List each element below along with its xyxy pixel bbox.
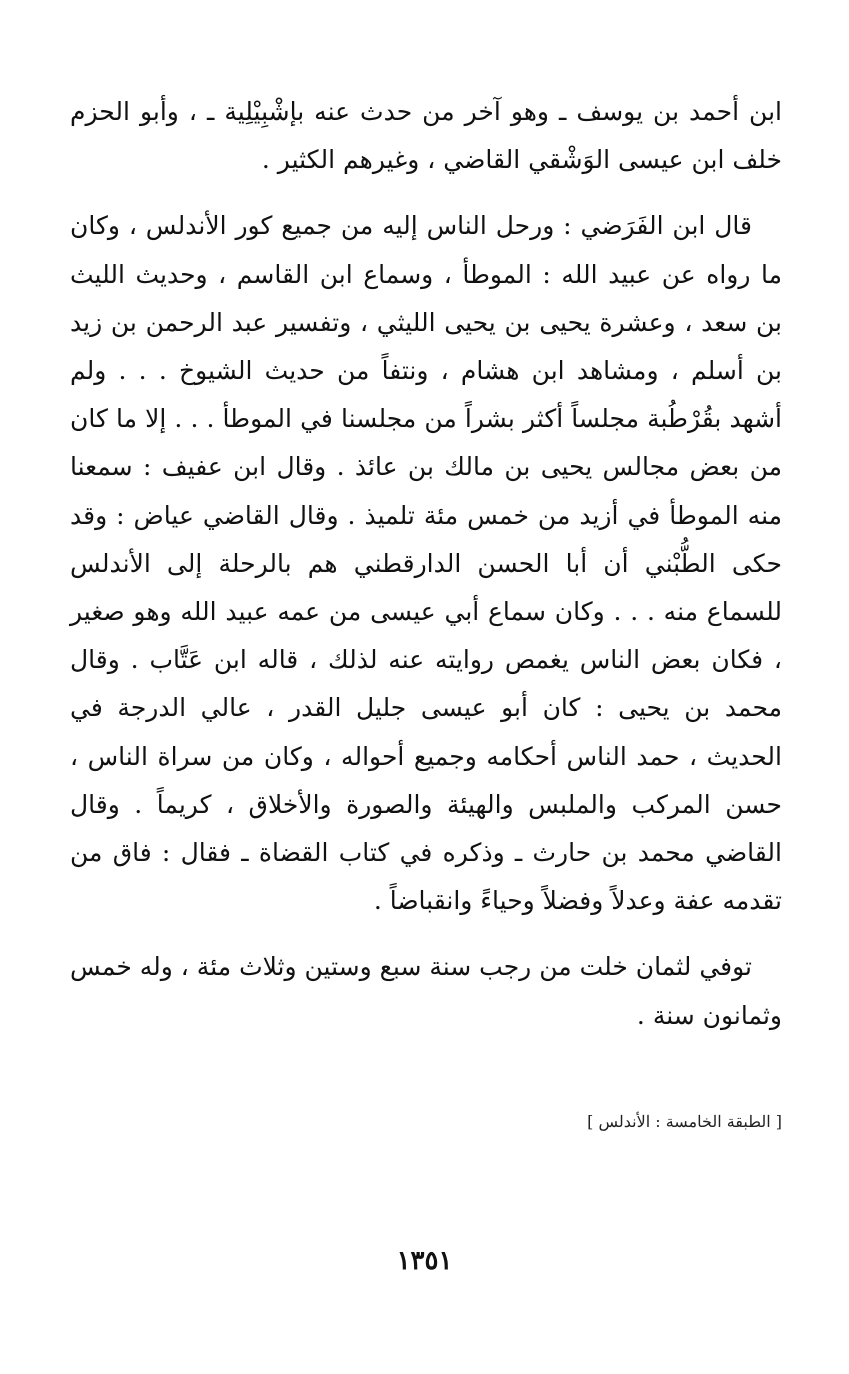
section-footer-note: [ الطبقة الخامسة : الأندلس ] bbox=[587, 1112, 782, 1131]
page-number: ١٣٥١ bbox=[396, 1246, 453, 1276]
paragraph-death: توفي لثمان خلت من رجب سنة سبع وستين وثلاث مئة ، وله خمس وثمانون سنة . bbox=[70, 952, 782, 1030]
paragraph-continuation: ابن أحمد بن يوسف ـ وهو آخر من حدث عنه بإشْبِيْلِية ـ ، وأبو الحزم خلف ابن عيسى الوَشْقي القاضي ، وغيرهم الكثير . bbox=[70, 97, 782, 175]
paragraph-ibn-al-faradi: قال ابن الفَرَضي : ورحل الناس إليه من جميع كور الأندلس ، وكان ما رواه عن عبيد الله : الموطأ ، وسماع ابن القاسم ، وحديث الليث بن سعد ، وعشرة يحيى بن يحيى الليثي ، وتفسير عبد الرحمن بن زيد بن أسلم ، ومشاهد ابن هشام ، ونتفاً من حديث الشيوخ . . . ولم أشهد بقُرْطُبة مجلساً أكثر بشراً من مجلسنا في الموطأ . . . إلا ما كان من بعض مجالس يحيى بن مالك بن عائذ . وقال ابن عفيف : سمعنا منه الموطأ في أزيد من خمس مئة تلميذ . وقال القاضي عياض : وقد حكى الطُّبْني أن أبا الحسن الدارقطني هم بالرحلة إلى الأندلس للسماع منه . . . وكان سماع أبي عيسى من عمه عبيد الله وهو صغير ، فكان بعض الناس يغمص روايته عنه لذلك ، قاله ابن عَتَّاب . وقال محمد بن يحيى : كان أبو عيسى جليل القدر ، عالي الدرجة في الحديث ، حمد الناس أحكامه وجميع أحواله ، وكان من سراة الناس ، حسن المركب والملبس والهيئة والصورة والأخلاق ، كريماً . وقال القاضي محمد بن حارث ـ وذكره في كتاب القضاة ـ فقال : فاق من تقدمه عفة وعدلاً وفضلاً وحياءً وانقباضاً . bbox=[70, 211, 782, 916]
page-body bbox=[70, 88, 782, 1040]
